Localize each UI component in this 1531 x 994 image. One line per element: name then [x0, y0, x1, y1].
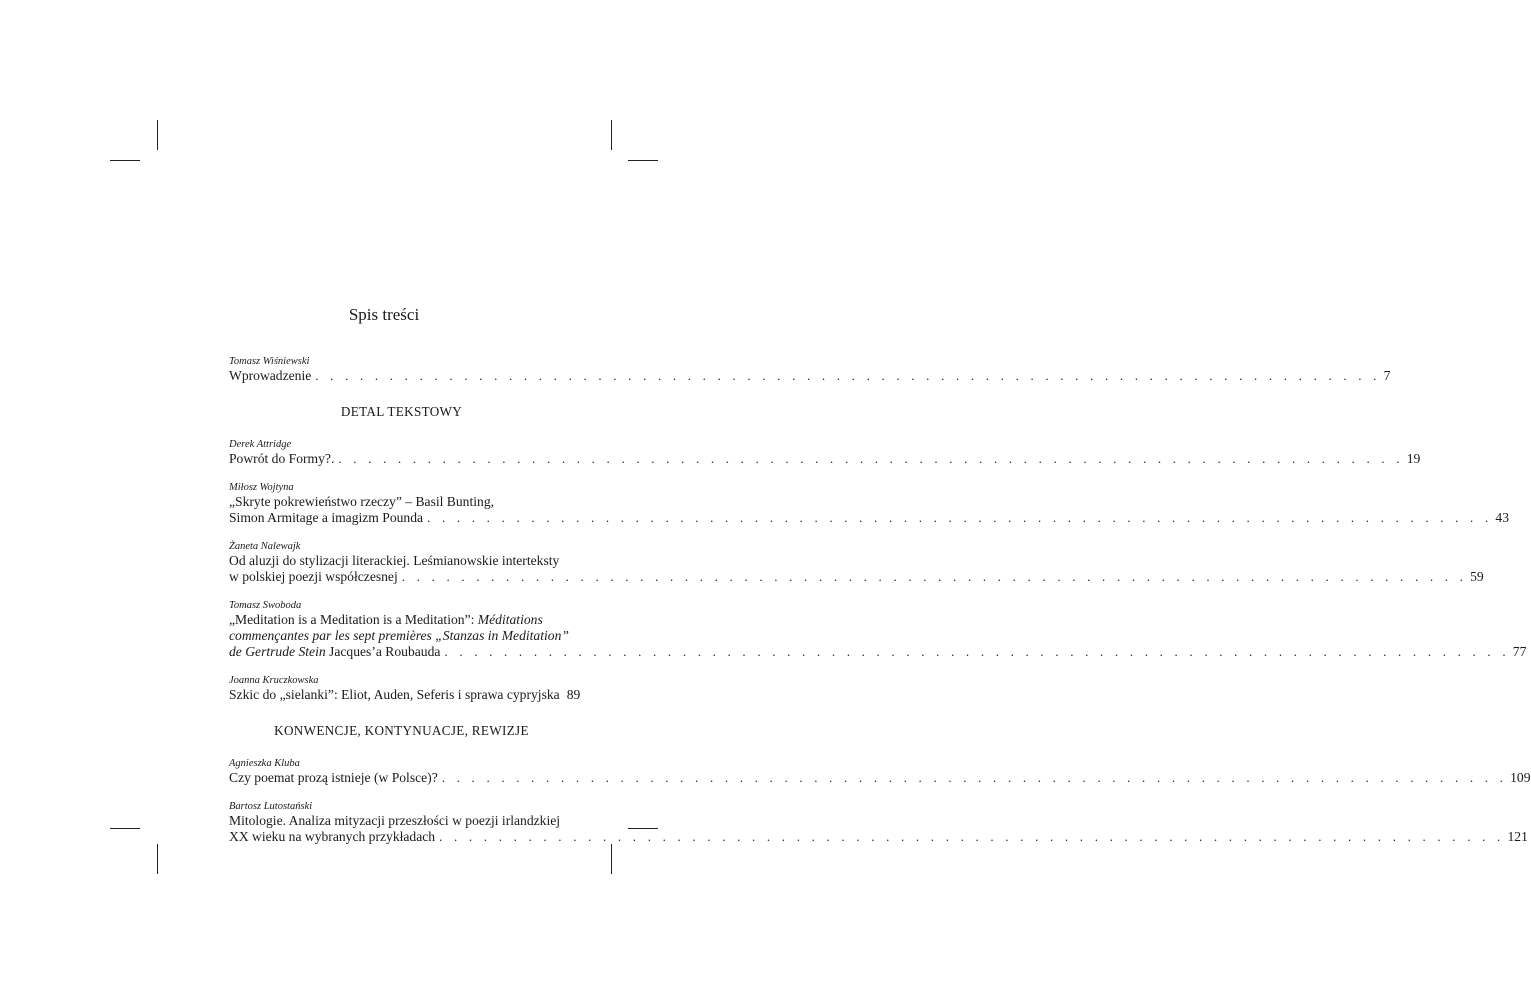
toc-entry	[229, 757, 1531, 786]
toc-entry	[229, 674, 581, 703]
crop-mark	[157, 120, 158, 150]
leader-dots: . . . . . . . . . . . . . . . . . . . . . . . . . . . . . . . . . . . . . . . . . . . . . . . . . . . . . . . . . . . . . . . . . . . . . . . .	[444, 644, 1510, 659]
crop-mark	[110, 160, 140, 161]
crop-mark	[110, 828, 140, 829]
entry-title-line[interactable]: Simon Armitage a imagizm Pounda . . . . . . . . . . . . . . . . . . . . . . . . . . . . . . . . . . . . . . . . . . . . . . . . . . . . . . . . . . . . . . . . . . . . . . . . 43	[229, 510, 1510, 525]
page-number: 19	[1406, 451, 1421, 466]
leader-dots: . . . . . . . . . . . . . . . . . . . . . . . . . . . . . . . . . . . . . . . . . . . . . . . . . . . . . . . . . . . . . . . . . . . . . . . .	[315, 368, 1381, 383]
entry-author: Derek Attridge	[229, 439, 292, 450]
section-heading: KONWENCJE, KONTYNUACJE, REWIZJE	[274, 723, 529, 738]
entry-title-line[interactable]: Mitologie. Analiza mityzacji przeszłości w poezji irlandzkiej	[229, 813, 561, 828]
crop-mark	[611, 120, 612, 150]
entry-author: Miłosz Wojtyna	[229, 482, 294, 493]
page-number: 59	[1470, 569, 1484, 584]
entry-title-line[interactable]: „Meditation is a Meditation is a Meditation”: Méditations	[229, 612, 543, 627]
toc-entry	[229, 438, 1421, 467]
toc-entry	[229, 800, 1528, 845]
crop-mark	[157, 844, 158, 874]
entry-author: Bartosz Lutostański	[229, 801, 313, 812]
page-number: 7	[1383, 368, 1391, 383]
page-number: 77	[1512, 644, 1527, 659]
entry-title-line[interactable]: Wprowadzenie . . . . . . . . . . . . . . . . . . . . . . . . . . . . . . . . . . . . . . . . . . . . . . . . . . . . . . . . . . . . . . . . . . . . . . . . 7	[229, 368, 1391, 383]
leader-dots: . . . . . . . . . . . . . . . . . . . . . . . . . . . . . . . . . . . . . . . . . . . . . . . . . . . . . . . . . . . . . . . . . . . . . . . .	[338, 451, 1404, 466]
toc-entry	[229, 540, 1484, 585]
toc-entry	[229, 355, 1391, 384]
crop-mark	[611, 844, 612, 874]
page-number: 89	[566, 687, 581, 702]
entry-author: Agnieszka Kluba	[229, 758, 300, 769]
entry-title-line[interactable]: Powrót do Formy?. . . . . . . . . . . . . . . . . . . . . . . . . . . . . . . . . . . . . . . . . . . . . . . . . . . . . . . . . . . . . . . . . . . . . . . . . 19	[229, 451, 1421, 466]
page-number: 121	[1507, 829, 1528, 844]
entry-title-line[interactable]: XX wieku na wybranych przykładach . . . . . . . . . . . . . . . . . . . . . . . . . . . . . . . . . . . . . . . . . . . . . . . . . . . . . . . . . . . . . . . . . . . . . . . . 121	[229, 829, 1528, 844]
leader-dots: . . . . . . . . . . . . . . . . . . . . . . . . . . . . . . . . . . . . . . . . . . . . . . . . . . . . . . . . . . . . . . . . . . . . . . . .	[427, 510, 1493, 525]
table-of-contents	[229, 355, 1531, 859]
page-title: Spis treści	[348, 305, 420, 324]
entry-author: Joanna Kruczkowska	[229, 675, 319, 686]
entry-title-line[interactable]: „Skryte pokrewieństwo rzeczy” – Basil Bunting,	[229, 494, 495, 509]
entry-title-line[interactable]: de Gertrude Stein Jacques’a Roubauda . . . . . . . . . . . . . . . . . . . . . . . . . . . . . . . . . . . . . . . . . . . . . . . . . . . . . . . . . . . . . . . . . . . . . . . . 77	[229, 644, 1527, 659]
page-number: 43	[1495, 510, 1510, 525]
entry-author: Żaneta Nalewajk	[229, 541, 301, 552]
entry-author: Tomasz Wiśniewski	[229, 356, 310, 367]
page-number: 109	[1510, 770, 1531, 785]
entry-title-line[interactable]: w polskiej poezji współczesnej . . . . . . . . . . . . . . . . . . . . . . . . . . . . . . . . . . . . . . . . . . . . . . . . . . . . . . . . . . . . . . . . . . . . . . . . 59	[229, 569, 1484, 584]
toc-entry	[229, 599, 1527, 660]
leader-dots: . . . . . . . . . . . . . . . . . . . . . . . . . . . . . . . . . . . . . . . . . . . . . . . . . . . . . . . . . . . . . . . . . . . . . . . .	[401, 569, 1468, 584]
entry-title-line[interactable]: Szkic do „sielanki”: Eliot, Auden, Seferis i sprawa cypryjska 89	[229, 687, 581, 702]
leader-dots: . . . . . . . . . . . . . . . . . . . . . . . . . . . . . . . . . . . . . . . . . . . . . . . . . . . . . . . . . . . . . . . . . . . . . . . .	[439, 829, 1505, 844]
leader-dots: . . . . . . . . . . . . . . . . . . . . . . . . . . . . . . . . . . . . . . . . . . . . . . . . . . . . . . . . . . . . . . . . . . . . . . . .	[441, 770, 1508, 785]
entry-title-line[interactable]: Od aluzji do stylizacji literackiej. Leśmianowskie interteksty	[229, 553, 560, 568]
entry-author: Tomasz Swoboda	[229, 600, 302, 611]
crop-mark	[628, 160, 658, 161]
section-heading: DETAL TEKSTOWY	[340, 404, 463, 419]
toc-entry	[229, 481, 1510, 526]
entry-title-line[interactable]: Czy poemat prozą istnieje (w Polsce)? . . . . . . . . . . . . . . . . . . . . . . . . . . . . . . . . . . . . . . . . . . . . . . . . . . . . . . . . . . . . . . . . . . . . . . . . 109	[229, 770, 1531, 785]
entry-title-line[interactable]: commençantes par les sept premières „Stanzas in Meditation”	[229, 628, 569, 643]
